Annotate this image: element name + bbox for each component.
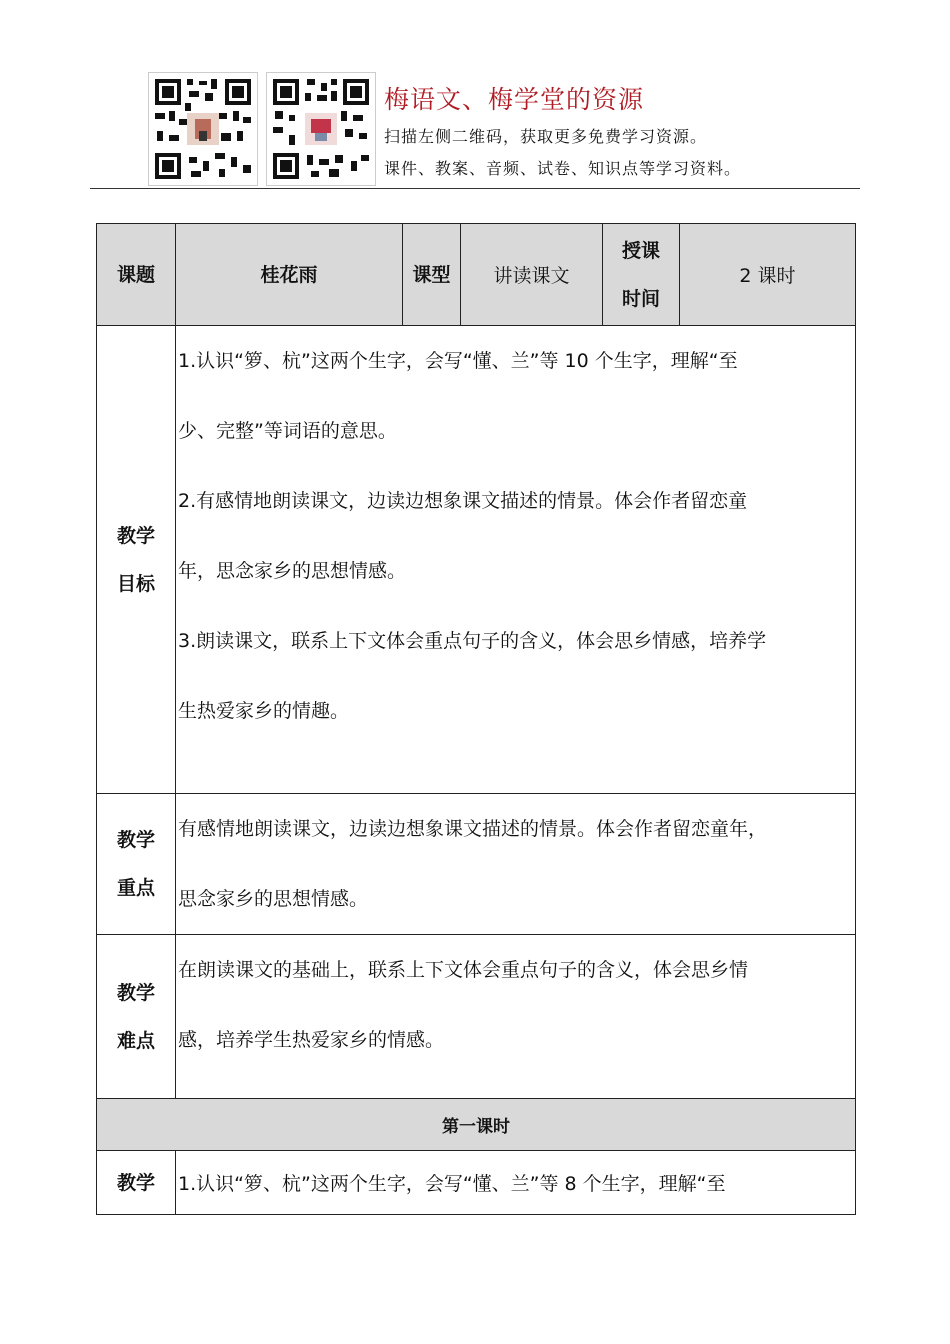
goals-label bbox=[97, 326, 176, 794]
header-title: 梅语文、梅学堂的资源 bbox=[384, 85, 645, 114]
section-title: 第一课时 bbox=[97, 1099, 856, 1151]
key-points-line: 思念家乡的思想情感。 bbox=[178, 888, 369, 910]
goals-line: 年，思念家乡的思想情感。 bbox=[178, 560, 407, 582]
key-points-label-line-1: 教学 bbox=[116, 829, 155, 851]
qr-code-image bbox=[267, 73, 375, 185]
goals-content bbox=[176, 326, 856, 794]
goals-label-line-2: 目标 bbox=[116, 572, 155, 595]
key-points-content bbox=[176, 794, 856, 935]
difficulties-label-line-1: 教学 bbox=[116, 981, 155, 1004]
key-points-label bbox=[97, 794, 176, 935]
goals-line: 2.有感情地朗读课文，边读边想象课文描述的情景。体会作者留恋童 bbox=[178, 490, 748, 512]
first-lesson-content: 1.认识“箩、杭”这两个生字，会写“懂、兰”等 8 个生字，理解“至 bbox=[176, 1151, 856, 1215]
qr-code-right bbox=[266, 72, 376, 186]
time-label bbox=[603, 224, 680, 326]
goals-line: 3.朗读课文，联系上下文体会重点句子的含义，体会思乡情感，培养学 bbox=[178, 630, 767, 652]
difficulties-row bbox=[97, 935, 856, 1099]
goals-row bbox=[97, 326, 856, 794]
time-label-line-2: 时间 bbox=[621, 287, 660, 310]
difficulties-label-line-2: 难点 bbox=[116, 1029, 155, 1052]
qr-code-image bbox=[149, 73, 257, 185]
qr-code-left bbox=[148, 72, 258, 186]
difficulties-content bbox=[176, 935, 856, 1099]
time-value: 2 课时 bbox=[680, 224, 856, 326]
difficulties-label bbox=[97, 935, 176, 1099]
key-points-label-line-2: 重点 bbox=[116, 877, 155, 899]
lesson-plan-table bbox=[96, 223, 856, 1215]
difficulties-line: 在朗读课文的基础上，联系上下文体会重点句子的含义，体会思乡情 bbox=[178, 959, 749, 981]
topic-label: 课题 bbox=[97, 224, 176, 326]
goals-label-line-1: 教学 bbox=[116, 524, 155, 547]
key-points-row bbox=[97, 794, 856, 935]
type-label: 课型 bbox=[403, 224, 461, 326]
key-points-line: 有感情地朗读课文，边读边想象课文描述的情景。体会作者留恋童年， bbox=[178, 818, 768, 840]
type-value: 讲读课文 bbox=[461, 224, 603, 326]
header-divider bbox=[90, 188, 860, 189]
time-label-line-1: 授课 bbox=[621, 239, 660, 262]
header-subtitle-line-2: 课件、教案、音频、试卷、知识点等学习资料。 bbox=[384, 159, 742, 178]
goals-line: 少、完整”等词语的意思。 bbox=[178, 420, 397, 442]
first-lesson-row bbox=[97, 1151, 856, 1215]
header-subtitle-line-1: 扫描左侧二维码，获取更多免费学习资源。 bbox=[384, 127, 708, 146]
goals-line: 1.认识“箩、杭”这两个生字，会写“懂、兰”等 10 个生字，理解“至 bbox=[178, 350, 738, 372]
section-row bbox=[97, 1099, 856, 1151]
topic-value: 桂花雨 bbox=[176, 224, 403, 326]
goals-line: 生热爱家乡的情趣。 bbox=[178, 700, 350, 722]
page-header bbox=[0, 0, 950, 200]
header-row bbox=[97, 224, 856, 326]
first-lesson-label: 教学 bbox=[97, 1151, 176, 1215]
difficulties-line: 感，培养学生热爱家乡的情感。 bbox=[178, 1029, 445, 1051]
